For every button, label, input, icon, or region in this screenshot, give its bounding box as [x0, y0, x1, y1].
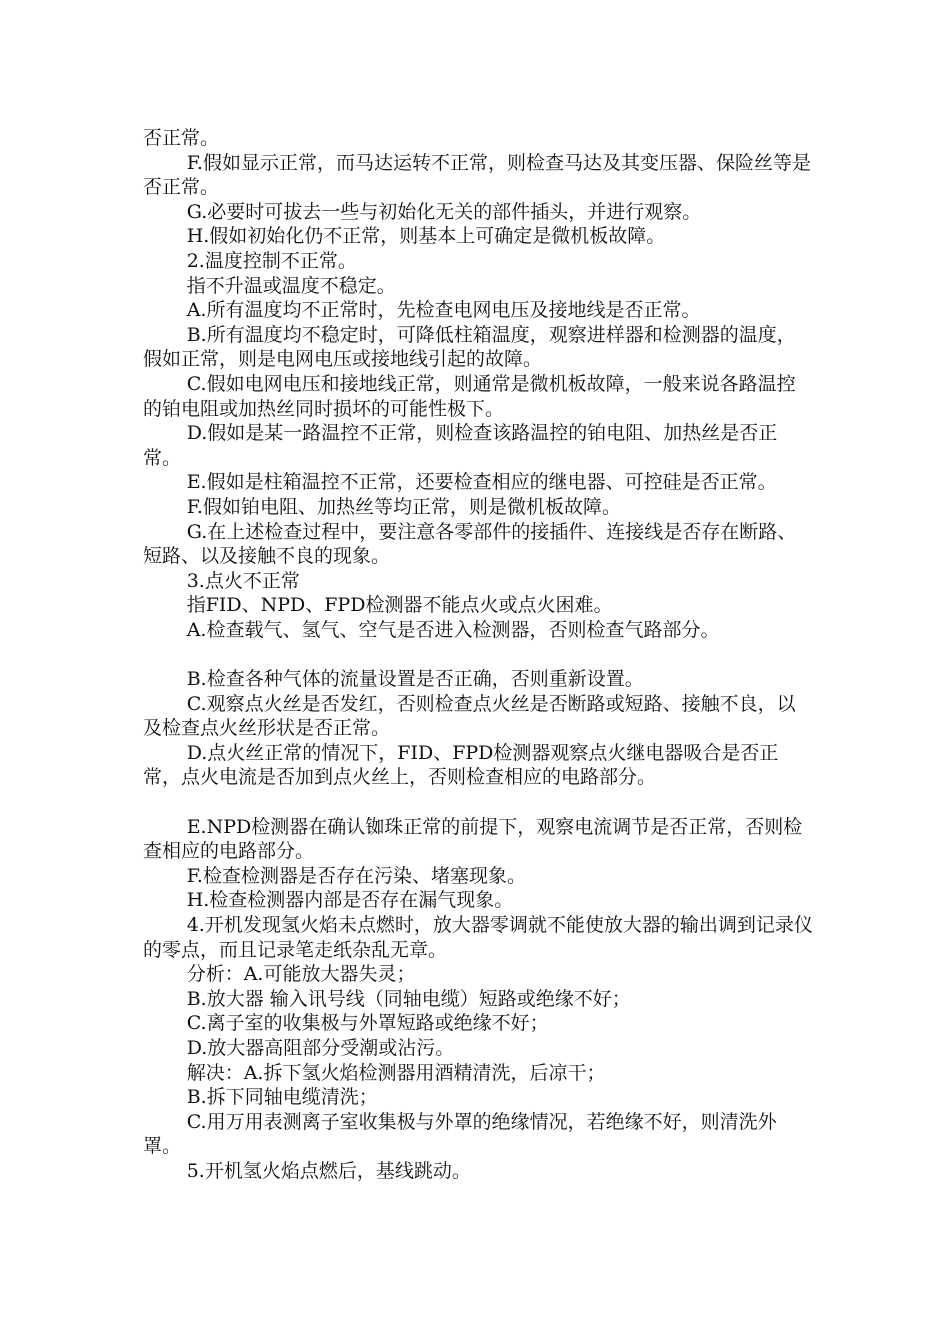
paragraph: 5.开机氢火焰点燃后，基线跳动。 — [186, 1159, 471, 1182]
paragraph: 解决：A.拆下氢火焰检测器用酒精清洗，后凉干； — [186, 1061, 606, 1084]
paragraph: E.NPD检测器在确认铷珠正常的前提下，观察电流调节是否正常，否则检查相应的电路部分。 — [143, 815, 803, 863]
paragraph: 2.温度控制不正常。 — [186, 249, 357, 272]
paragraph: F.假如显示正常，而马达运转不正常，则检查马达及其变压器、保险丝等是否正常。 — [143, 151, 811, 199]
paragraph: C.观察点火丝是否发红，否则检查点火丝是否断路或短路、接触不良，以及检查点火丝形状是否正常。 — [143, 692, 796, 740]
paragraph: H.假如初始化仍不正常，则基本上可确定是微机板故障。 — [186, 225, 666, 248]
paragraph: F.检查检测器是否存在污染、堵塞现象。 — [186, 864, 526, 887]
paragraph: C.假如电网电压和接地线正常，则通常是微机板故障，一般来说各路温控的铂电阻或加热丝同时损坏的可能性极下。 — [143, 372, 796, 420]
document-page — [143, 126, 813, 1184]
paragraph: B.检查各种气体的流量设置是否正确，否则重新设置。 — [186, 668, 644, 691]
paragraph: D.假如是某一路温控不正常，则检查该路温控的铂电阻、加热丝是否正常。 — [143, 422, 778, 469]
paragraph: B.放大器 输入讯号线（同轴电缆）短路或绝缘不好； — [186, 987, 631, 1010]
paragraph: G.在上述检查过程中，要注意各零部件的接插件、连接线是否存在断路、短路、以及接触不良的现象。 — [143, 520, 797, 568]
paragraph: B.所有温度均不稳定时，可降低柱箱温度，观察进样器和检测器的温度，假如正常，则是电网电压或接地线引起的故障。 — [143, 323, 796, 371]
paragraph: 指不升温或温度不稳定。 — [186, 274, 396, 297]
paragraph: G.必要时可拔去一些与初始化无关的部件插头，并进行观察。 — [186, 200, 702, 223]
paragraph: 3.点火不正常 — [186, 569, 300, 592]
paragraph: B.拆下同轴电缆清洗； — [186, 1086, 378, 1109]
paragraph: F.假如铂电阻、加热丝等均正常，则是微机板故障。 — [186, 495, 621, 518]
paragraph: 否正常。 — [143, 127, 220, 149]
paragraph: A.所有温度均不正常时，先检查电网电压及接地线是否正常。 — [186, 299, 701, 322]
paragraph: A.检查载气、氢气、空气是否进入检测器，否则检查气路部分。 — [186, 618, 720, 641]
paragraph: 分析：A.可能放大器失灵； — [186, 963, 416, 986]
paragraph: D.放大器高阻部分受潮或沾污。 — [186, 1036, 455, 1059]
blank-line — [143, 642, 813, 667]
paragraph: D.点火丝正常的情况下，FID、FPD检测器观察点火继电器吸合是否正常，点火电流是否加到点火丝上，否则检查相应的电路部分。 — [143, 741, 779, 789]
blank-line — [143, 790, 813, 815]
paragraph: C.离子室的收集极与外罩短路或绝缘不好； — [186, 1012, 549, 1035]
paragraph: 指FID、NPD、FPD检测器不能点火或点火困难。 — [186, 594, 613, 617]
paragraph: H.检查检测器内部是否存在漏气现象。 — [186, 889, 514, 912]
paragraph: C.用万用表测离子室收集极与外罩的绝缘情况，若绝缘不好，则清洗外罩。 — [143, 1110, 777, 1158]
paragraph: 4.开机发现氢火焰未点燃时，放大器零调就不能使放大器的输出调到记录仪的零点，而且记录笔走纸杂乱无章。 — [143, 914, 813, 961]
paragraph: E.假如是柱箱温控不正常，还要检查相应的继电器、可控硅是否正常。 — [186, 471, 777, 494]
